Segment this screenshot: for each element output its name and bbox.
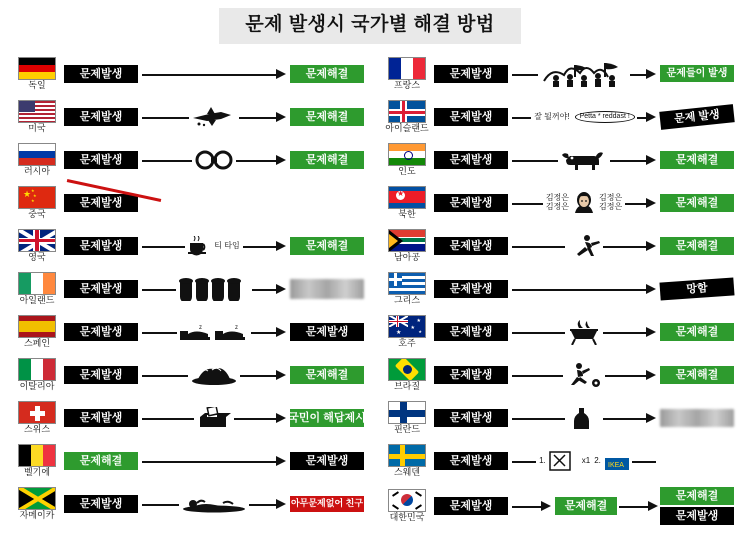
problem-box: 문제발생 (64, 194, 138, 212)
cow-icon (560, 148, 608, 172)
country-label: 스위스 (23, 423, 51, 434)
problem-box: 문제발생 (64, 108, 138, 126)
result-box: 문제발생 (290, 452, 364, 470)
pasta-plate-icon (188, 364, 240, 386)
flag-cell-spain (10, 315, 64, 349)
flag-cell-iceland (380, 100, 434, 134)
row-france (380, 54, 734, 94)
row-sweden (380, 441, 734, 481)
problem-box: 문제발생 (64, 366, 138, 384)
arrow-ikea-assembly-icon (512, 450, 656, 472)
country-label: 스페인 (23, 337, 51, 348)
cow-icon (558, 148, 610, 172)
arrow-plain-arrow-icon-2 (619, 495, 658, 517)
country-label: 그리스 (393, 294, 421, 305)
kim-jong-un-icon (571, 191, 597, 215)
country-label: 영국 (28, 251, 46, 262)
country-label: 러시아 (23, 165, 51, 176)
row-belgium (10, 441, 364, 481)
problem-box: 문제발생 (434, 366, 508, 384)
ballot-box-icon (194, 407, 234, 429)
row-italy (10, 355, 364, 395)
arrow-pasta-plate-icon (142, 364, 286, 386)
iceland-icelandic-bubble: Petta * reddast ! (575, 111, 635, 123)
france-flag-icon (388, 57, 426, 80)
lying-person-smoking-icon (181, 494, 247, 514)
flag-cell-ireland (10, 272, 64, 306)
country-label: 호주 (398, 337, 416, 348)
flag-cell-southafrica (380, 229, 434, 263)
arrow-soccer-player-icon (512, 364, 656, 386)
beer-glasses-icon (176, 277, 252, 301)
arrow-protest-crowd-icon (512, 63, 656, 85)
siesta-beds-icon (177, 321, 251, 343)
ireland-flag-icon (18, 272, 56, 295)
arrow-bottle-and-glasses-icon (512, 407, 656, 429)
arrow-plain-arrow-icon (512, 278, 656, 300)
flag-cell-southkorea (380, 489, 434, 523)
row-iceland (380, 97, 734, 137)
assembly-instruction-icon (549, 450, 579, 472)
quantity-label: x1 (581, 456, 591, 466)
bottle-icon (567, 406, 601, 430)
teacup-group (185, 236, 242, 256)
bomber-plane-icon (189, 106, 239, 128)
flag-cell-belgium (10, 444, 64, 478)
lying-person-smoking-icon (179, 494, 249, 514)
handcuffs-icon (192, 149, 236, 171)
teacup-icon (187, 236, 211, 256)
belgium-flag-icon (18, 444, 56, 467)
beer-glasses-icon (178, 277, 250, 301)
row-uk (10, 226, 364, 266)
page-title: 문제 발생시 국가별 해결 방법 (219, 8, 520, 44)
arrow-plain-arrow-icon (142, 63, 286, 85)
kim-label-1: 김정은 (545, 193, 569, 203)
arrow-plain-arrow-icon (512, 495, 551, 517)
result-box: 문제발생 (290, 323, 364, 341)
germany-flag-icon (18, 57, 56, 80)
arrow-ballot-box-icon (142, 407, 286, 429)
kim-jong-un-group (543, 191, 625, 215)
problem-box: 문제발생 (64, 323, 138, 341)
problem-box: 문제발생 (64, 237, 138, 255)
row-usa (10, 97, 364, 137)
problem-box: 문제발생 (434, 409, 508, 427)
problem-box: 문제발생 (434, 497, 508, 515)
iceland-flag-icon (388, 100, 426, 123)
country-label: 브라질 (393, 380, 421, 391)
right-column (370, 54, 740, 531)
flag-cell-india (380, 143, 434, 177)
row-brazil (380, 355, 734, 395)
ballot-box-icon (196, 407, 232, 429)
soccer-player-icon (565, 362, 603, 388)
row-russia (10, 140, 364, 180)
result-box: 국민이 해답제시 (290, 409, 364, 427)
usa-flag-icon (18, 100, 56, 123)
row-finland (380, 398, 734, 438)
country-label: 대한민국 (389, 511, 425, 522)
flag-cell-jamaica (10, 487, 64, 521)
handcuffs-icon (194, 149, 234, 171)
row-germany (10, 54, 364, 94)
running-person-icon (567, 234, 601, 258)
flag-cell-greece (380, 272, 434, 306)
southkorea-flag-icon (388, 489, 426, 512)
middle-label: 티 타임 (214, 241, 240, 251)
flag-cell-australia (380, 315, 434, 349)
iceland-korean-bubble: 잘 될꺼야! (534, 112, 570, 122)
arrow-beer-glasses-icon (142, 278, 286, 300)
country-label: 남아공 (393, 251, 421, 262)
spain-flag-icon (18, 315, 56, 338)
row-india (380, 140, 734, 180)
country-label: 아이슬랜드 (385, 122, 429, 133)
problem-box: 문제발생 (434, 452, 508, 470)
country-label: 북한 (398, 208, 416, 219)
flag-cell-finland (380, 401, 434, 435)
russia-flag-icon (18, 143, 56, 166)
step-2-label: 2. (594, 456, 601, 466)
soccer-player-icon (563, 362, 605, 388)
result-box: 문제해결 (290, 65, 364, 83)
row-switzerland (10, 398, 364, 438)
flag-cell-germany (10, 57, 64, 91)
india-flag-icon (388, 143, 426, 166)
problem-box: 문제발생 (434, 151, 508, 169)
diagram-columns (0, 54, 740, 531)
flag-cell-china (10, 186, 64, 220)
final-results (660, 487, 734, 525)
arrow-kim-jong-un-icon (512, 192, 656, 214)
brazil-flag-icon (388, 358, 426, 381)
country-label: 인도 (398, 165, 416, 176)
flag-cell-brazil (380, 358, 434, 392)
flag-cell-switzerland (10, 401, 64, 435)
arrow-handcuffs-icon (142, 149, 286, 171)
protest-crowd-icon (540, 61, 628, 87)
flag-cell-sweden (380, 444, 434, 478)
row-china (10, 183, 364, 223)
arrow-empty (142, 192, 286, 214)
result-box: 망함 (659, 277, 734, 300)
bomber-plane-icon (191, 106, 237, 128)
arrow-lying-person-smoking-icon (142, 493, 286, 515)
arrow-running-person-icon (512, 235, 656, 257)
country-label: 벨기에 (23, 466, 51, 477)
kim-label-3: 김정은 (599, 193, 623, 203)
result-box: 문제 발생 (659, 104, 734, 130)
result-box-solved: 문제해결 (660, 487, 734, 505)
problem-box: 문제발생 (434, 194, 508, 212)
kim-label-4: 김정은 (599, 201, 623, 211)
speech-bubbles-icon (531, 111, 637, 123)
flag-cell-uk (10, 229, 64, 263)
svg-text:z: z (235, 324, 238, 331)
row-australia (380, 312, 734, 352)
switzerland-flag-icon (18, 401, 56, 424)
left-column (0, 54, 370, 531)
row-southafrica (380, 226, 734, 266)
result-box: 문제해결 (290, 108, 364, 126)
problem-box: 문제해결 (64, 452, 138, 470)
country-label: 스웨덴 (393, 466, 421, 477)
result-box: 문제해결 (290, 366, 364, 384)
problem-box: 문제발생 (64, 409, 138, 427)
row-northkorea (380, 183, 734, 223)
problem-box: 문제발생 (64, 151, 138, 169)
country-label: 이탈리아 (19, 380, 55, 391)
northkorea-flag-icon: ★ (388, 186, 426, 209)
arrow-bbq-grill-icon (512, 321, 656, 343)
country-label: 중국 (28, 208, 46, 219)
result-box-censored (660, 409, 734, 427)
result-box-problem: 문제발생 (660, 507, 734, 525)
china-flag-icon: ★ ★ ★ ★ (18, 186, 56, 209)
arrow-plain-arrow-icon (142, 450, 286, 472)
result-box: 문제해결 (290, 151, 364, 169)
result-box: 문제해결 (660, 366, 734, 384)
result-box-censored (290, 279, 364, 299)
result-box: 문제들이 발생 (660, 65, 734, 82)
step-1-label: 1. (539, 456, 546, 466)
running-person-icon (565, 234, 603, 258)
result-box: 아무문제없어 친구 (290, 496, 364, 512)
result-box: 문제해결 (290, 237, 364, 255)
svg-text:IKEA: IKEA (607, 461, 624, 469)
arrow-teacup-icon (142, 235, 286, 257)
uk-flag-icon (18, 229, 56, 252)
bbq-grill-icon (565, 319, 603, 345)
kim-label-2: 김정은 (545, 201, 569, 211)
row-spain (10, 312, 364, 352)
arrow-cow-icon (512, 149, 656, 171)
flag-cell-italy (10, 358, 64, 392)
problem-box: 문제발생 (434, 108, 508, 126)
arrow-speech-bubbles-icon (512, 106, 656, 128)
row-jamaica (10, 484, 364, 524)
flag-cell-russia (10, 143, 64, 177)
arrow-bomber-plane-icon (142, 106, 286, 128)
problem-box: 문제발생 (434, 237, 508, 255)
italy-flag-icon (18, 358, 56, 381)
ikea-assembly-icon (536, 450, 632, 472)
country-label: 독일 (28, 79, 46, 90)
jamaica-flag-icon (18, 487, 56, 510)
flag-cell-france (380, 57, 434, 91)
problem-box: 문제발생 (64, 495, 138, 513)
pasta-plate-icon (190, 364, 238, 386)
intermediate-result-box: 문제해결 (555, 497, 617, 515)
finland-flag-icon (388, 401, 426, 424)
country-label: 프랑스 (393, 79, 421, 90)
country-label: 미국 (28, 122, 46, 133)
country-label: 핀란드 (393, 423, 421, 434)
bbq-grill-icon (567, 319, 601, 345)
problem-box: 문제발생 (434, 323, 508, 341)
row-ireland (10, 269, 364, 309)
bottle-and-glasses-icon (565, 406, 603, 430)
arrow-siesta-beds-icon (142, 321, 286, 343)
protest-crowd-icon (538, 61, 630, 87)
result-box: 문제해결 (660, 323, 734, 341)
ikea-store-icon (604, 450, 630, 472)
title-bar (0, 8, 740, 44)
problem-box: 문제발생 (64, 65, 138, 83)
country-label: 아일랜드 (19, 294, 55, 305)
southafrica-flag-icon (388, 229, 426, 252)
row-greece (380, 269, 734, 309)
result-box: 문제해결 (660, 151, 734, 169)
australia-flag-icon: ★ ★ ★ ★ (388, 315, 426, 338)
flag-cell-usa (10, 100, 64, 134)
svg-text:z: z (199, 324, 202, 331)
country-label: 자메이카 (19, 509, 55, 520)
siesta-beds-icon (179, 321, 249, 343)
greece-flag-icon (388, 272, 426, 295)
problem-box: 문제발생 (434, 65, 508, 83)
problem-box: 문제발생 (64, 280, 138, 298)
problem-box: 문제발생 (434, 280, 508, 298)
flag-cell-northkorea (380, 186, 434, 220)
result-box: 문제해결 (660, 194, 734, 212)
sweden-flag-icon (388, 444, 426, 467)
row-southkorea (380, 484, 734, 528)
result-box: 문제해결 (660, 237, 734, 255)
